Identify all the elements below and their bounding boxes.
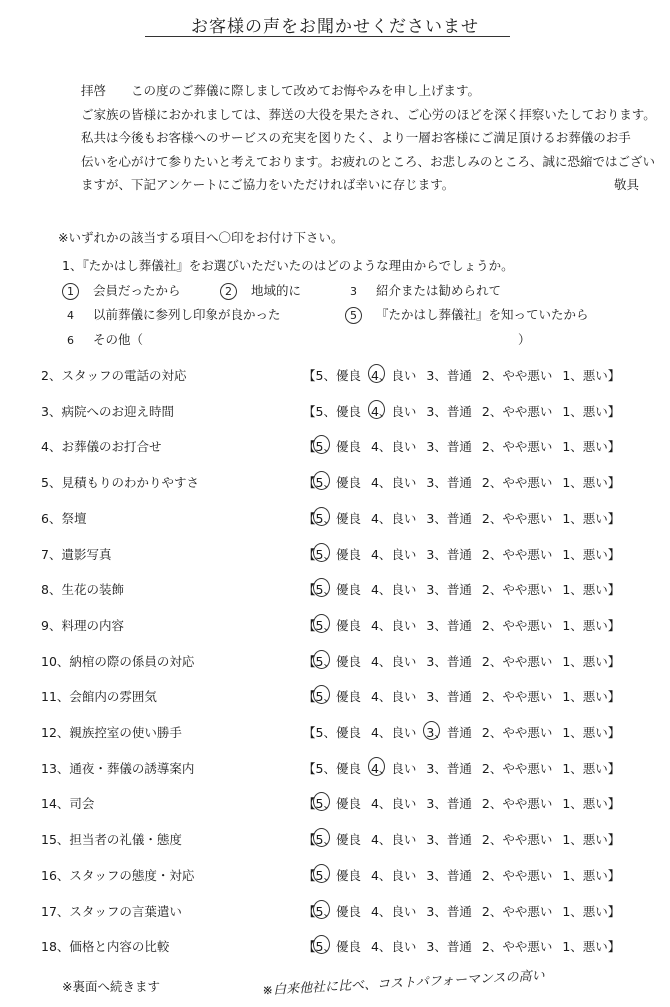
rating-option[interactable]: 1、悪い xyxy=(562,689,608,705)
rating-option[interactable]: 1、悪い xyxy=(562,439,608,455)
rating-option[interactable]: 5、優良 xyxy=(315,760,361,776)
rating-scale xyxy=(303,473,620,491)
rating-option[interactable]: 3、普通 xyxy=(426,725,472,740)
bracket-open: 【 xyxy=(303,903,316,919)
rating-option[interactable]: 5、優良 xyxy=(315,403,361,419)
rating-option[interactable]: 3、普通 xyxy=(426,653,472,669)
rating-scale xyxy=(303,437,620,455)
bracket-open: 【 xyxy=(303,796,316,812)
rating-option[interactable]: 2、やや悪い xyxy=(481,617,553,633)
option-number: 4 xyxy=(67,309,74,322)
bracket-close: 】 xyxy=(607,867,621,883)
rating-scale xyxy=(303,794,620,812)
rating-option[interactable]: 3、普通 xyxy=(426,510,472,526)
rating-option[interactable]: 5、優良 xyxy=(315,368,361,383)
rating-option[interactable]: 2、やや悪い xyxy=(481,689,553,705)
rating-label: 7、遺影写真 xyxy=(41,546,112,562)
bracket-open: 【 xyxy=(303,760,316,776)
bracket-open: 【 xyxy=(303,510,316,526)
option-number: 3 xyxy=(350,285,357,298)
rating-option[interactable]: 1、悪い xyxy=(562,903,608,919)
rating-option[interactable]: 5、優良 xyxy=(315,903,361,919)
rating-option[interactable]: 2、やや悪い xyxy=(481,546,553,562)
rating-option[interactable]: 1、悪い xyxy=(562,475,608,491)
intro-paragraph xyxy=(81,79,656,197)
rating-option[interactable]: 2、やや悪い xyxy=(481,760,553,776)
rating-option[interactable]: 4、良い xyxy=(370,939,417,955)
bracket-close: 】 xyxy=(607,617,621,633)
bracket-open: 【 xyxy=(303,689,316,705)
q1-option-1[interactable] xyxy=(62,281,181,300)
rating-option[interactable]: 1、悪い xyxy=(562,653,608,669)
rating-option[interactable]: 2、やや悪い xyxy=(481,368,553,383)
rating-option[interactable]: 3、普通 xyxy=(426,617,472,633)
bracket-open: 【 xyxy=(303,403,316,419)
rating-scale xyxy=(303,937,620,955)
rating-scale xyxy=(303,830,620,848)
bracket-open: 【 xyxy=(303,475,316,491)
intro-line: ますが、下記アンケートにご協力をいただければ幸いに存じます。 xyxy=(81,177,455,192)
bracket-open: 【 xyxy=(303,653,316,669)
q1-option-4[interactable] xyxy=(62,305,281,324)
rating-option[interactable]: 3、普通 xyxy=(426,689,472,705)
option-number: 2 xyxy=(220,283,237,300)
rating-option[interactable]: 4、良い xyxy=(370,832,417,848)
question-1: 1、『たかはし葬儀社』をお選びいただいたのはどのような理由からでしょうか。 xyxy=(62,258,514,273)
rating-row xyxy=(0,652,670,676)
rating-label: 2、スタッフの電話の対応 xyxy=(41,368,187,383)
rating-option[interactable]: 3、普通 xyxy=(426,867,472,883)
rating-option[interactable]: 1、悪い xyxy=(562,582,608,598)
rating-option[interactable]: 3、普通 xyxy=(426,796,472,812)
rating-row xyxy=(0,902,670,926)
intro-line: ご家族の皆様におかれましては、葬送の大役を果たされ、ご心労のほどを深く拝察いたしております。 xyxy=(81,106,656,122)
rating-label: 5、見積もりのわかりやすさ xyxy=(41,475,199,491)
bracket-open: 【 xyxy=(303,617,316,633)
rating-option[interactable]: 2、やや悪い xyxy=(481,867,553,883)
rating-scale xyxy=(303,723,620,741)
rating-option[interactable]: 4、良い xyxy=(370,796,417,812)
rating-scale xyxy=(303,616,620,634)
rating-option[interactable]: 3、普通 xyxy=(426,903,472,919)
rating-option[interactable]: 4、良い xyxy=(370,653,417,669)
rating-scale xyxy=(303,902,620,920)
rating-row xyxy=(0,366,670,390)
rating-label: 14、司会 xyxy=(41,796,95,812)
intro-line: 拝啓 この度のご葬儀に際しまして改めてお悔やみを申し上げます。 xyxy=(81,83,481,98)
rating-scale xyxy=(303,866,620,884)
rating-option[interactable]: 2、やや悪い xyxy=(481,725,553,740)
rating-option[interactable]: 5、優良 xyxy=(315,582,361,598)
rating-scale xyxy=(303,652,620,670)
rating-row xyxy=(0,545,670,569)
rating-option[interactable]: 4、良い xyxy=(370,903,417,919)
option-text: その他（ ） xyxy=(92,332,531,347)
rating-option[interactable]: 1、悪い xyxy=(562,796,608,812)
rating-option[interactable]: 3、普通 xyxy=(426,939,472,955)
rating-option[interactable]: 3、普通 xyxy=(426,582,472,598)
rating-option[interactable]: 1、悪い xyxy=(562,368,608,383)
bracket-open: 【 xyxy=(303,867,316,883)
rating-row xyxy=(0,759,670,783)
rating-label: 12、親族控室の使い勝手 xyxy=(41,725,182,740)
bracket-open: 【 xyxy=(303,725,316,740)
rating-option[interactable]: 1、悪い xyxy=(562,867,608,883)
bracket-close: 】 xyxy=(607,439,621,455)
bracket-close: 】 xyxy=(607,368,621,383)
rating-label: 6、祭壇 xyxy=(41,510,87,526)
q1-option-5[interactable] xyxy=(345,305,589,324)
bracket-close: 】 xyxy=(607,546,621,562)
rating-label: 3、病院へのお迎え時間 xyxy=(41,403,174,419)
rating-row xyxy=(0,402,670,426)
rating-scale xyxy=(303,366,620,384)
q1-option-2[interactable] xyxy=(220,281,301,300)
option-number: 6 xyxy=(67,334,74,347)
bracket-close: 】 xyxy=(607,725,621,740)
bracket-close: 】 xyxy=(607,403,621,419)
rating-label: 18、価格と内容の比較 xyxy=(41,939,170,955)
bracket-close: 】 xyxy=(607,653,621,669)
rating-scale xyxy=(303,759,620,777)
rating-scale xyxy=(303,509,620,527)
rating-option[interactable]: 5、優良 xyxy=(315,617,361,633)
option-text: 『たかはし葬儀社』を知っていたから xyxy=(375,307,589,322)
rating-option[interactable]: 5、優良 xyxy=(315,439,361,455)
option-text: 会員だったから xyxy=(92,283,181,298)
rating-scale xyxy=(303,402,620,420)
rating-row xyxy=(0,473,670,497)
rating-option[interactable]: 2、やや悪い xyxy=(481,403,553,419)
rating-option[interactable]: 1、悪い xyxy=(562,510,608,526)
bracket-close: 】 xyxy=(607,760,621,776)
rating-option[interactable]: 2、やや悪い xyxy=(481,475,553,491)
rating-option[interactable]: 1、悪い xyxy=(562,546,608,562)
rating-scale xyxy=(303,545,620,563)
rating-row xyxy=(0,580,670,604)
rating-label: 9、料理の内容 xyxy=(41,617,124,633)
rating-option[interactable]: 4、良い xyxy=(370,439,417,455)
rating-option[interactable]: 3、普通 xyxy=(426,403,472,419)
rating-option[interactable]: 4、良い xyxy=(370,403,417,419)
rating-option[interactable]: 4、良い xyxy=(370,510,417,526)
rating-option[interactable]: 2、やや悪い xyxy=(481,582,553,598)
rating-option[interactable]: 3、普通 xyxy=(426,832,472,848)
rating-label: 11、会館内の雰囲気 xyxy=(41,689,157,705)
rating-row xyxy=(0,866,670,890)
q1-option-3[interactable] xyxy=(345,281,501,300)
rating-option[interactable]: 5、優良 xyxy=(315,653,361,669)
rating-option[interactable]: 3、普通 xyxy=(426,760,472,776)
rating-option[interactable]: 2、やや悪い xyxy=(481,903,553,919)
rating-option[interactable]: 5、優良 xyxy=(315,796,361,812)
rating-option[interactable]: 1、悪い xyxy=(562,617,608,633)
bracket-open: 【 xyxy=(303,368,316,383)
rating-option[interactable]: 5、優良 xyxy=(315,867,361,883)
bracket-close: 】 xyxy=(607,939,621,955)
rating-scale xyxy=(303,580,620,598)
rating-label: 15、担当者の礼儀・態度 xyxy=(41,832,182,848)
closing-word: 敬具 xyxy=(613,177,639,192)
rating-option[interactable]: 2、やや悪い xyxy=(481,653,553,669)
rating-row xyxy=(0,509,670,533)
option-number: 5 xyxy=(345,307,362,324)
rating-option[interactable]: 4、良い xyxy=(370,760,417,776)
instruction: ※いずれかの該当する項目へ〇印をお付け下さい。 xyxy=(58,230,344,245)
rating-label: 10、納棺の際の係員の対応 xyxy=(41,653,195,669)
bracket-open: 【 xyxy=(303,546,316,562)
intro-line: 伝いを心がけて参りたいと考えております。お疲れのところ、お悲しみのところ、誠に恐縮ではござい xyxy=(81,153,656,169)
rating-option[interactable]: 5、優良 xyxy=(315,546,361,562)
handwritten-comment: ※白来他社に比べ、コストパフォーマンスの高い xyxy=(261,968,545,999)
rating-option[interactable]: 1、悪い xyxy=(562,832,608,848)
title-underline xyxy=(145,36,510,37)
rating-label: 4、お葬儀のお打合せ xyxy=(41,439,162,455)
rating-row xyxy=(0,937,670,961)
rating-label: 13、通夜・葬儀の誘導案内 xyxy=(41,760,195,776)
rating-option[interactable]: 2、やや悪い xyxy=(481,939,553,955)
rating-option[interactable]: 5、優良 xyxy=(315,939,361,955)
rating-option[interactable]: 5、優良 xyxy=(315,475,361,491)
rating-label: 8、生花の装飾 xyxy=(41,582,124,598)
rating-option[interactable]: 4、良い xyxy=(370,475,417,491)
continued-note: ※裏面へ続きます xyxy=(62,979,160,994)
page-title: お客様の声をお聞かせくださいませ xyxy=(191,17,479,37)
bracket-open: 【 xyxy=(303,439,316,455)
rating-option[interactable]: 5、優良 xyxy=(315,725,361,740)
option-text: 以前葬儀に参列し印象が良かった xyxy=(92,307,281,322)
rating-option[interactable]: 3、普通 xyxy=(426,475,472,491)
rating-option[interactable]: 4、良い xyxy=(370,546,417,562)
rating-label: 17、スタッフの言葉遣い xyxy=(41,903,182,919)
bracket-close: 】 xyxy=(607,796,621,812)
rating-option[interactable]: 5、優良 xyxy=(315,832,361,848)
bracket-open: 【 xyxy=(303,582,316,598)
rating-option[interactable]: 1、悪い xyxy=(562,760,608,776)
rating-option[interactable]: 1、悪い xyxy=(562,725,608,740)
rating-option[interactable]: 4、良い xyxy=(370,582,417,598)
rating-row xyxy=(0,687,670,711)
rating-scale xyxy=(303,687,620,705)
bracket-close: 】 xyxy=(607,475,621,491)
rating-option[interactable]: 2、やや悪い xyxy=(481,510,553,526)
rating-option[interactable]: 4、良い xyxy=(370,867,417,883)
rating-option[interactable]: 4、良い xyxy=(370,617,417,633)
rating-option[interactable]: 2、やや悪い xyxy=(481,796,553,812)
bracket-close: 】 xyxy=(607,903,621,919)
rating-row xyxy=(0,794,670,818)
rating-row xyxy=(0,830,670,854)
intro-line: 私共は今後もお客様へのサービスの充実を図りたく、より一層お客様にご満足頂けるお葬儀のお手 xyxy=(81,130,631,145)
bracket-close: 】 xyxy=(607,689,621,705)
rating-option[interactable]: 4、良い xyxy=(370,689,417,705)
bracket-open: 【 xyxy=(303,832,316,848)
bracket-close: 】 xyxy=(607,510,621,526)
rating-option[interactable]: 5、優良 xyxy=(315,510,361,526)
rating-option[interactable]: 3、普通 xyxy=(426,546,472,562)
rating-option[interactable]: 1、悪い xyxy=(562,939,608,955)
rating-row xyxy=(0,437,670,461)
rating-option[interactable]: 3、普通 xyxy=(426,368,472,383)
rating-label: 16、スタッフの態度・対応 xyxy=(41,867,195,883)
rating-option[interactable]: 2、やや悪い xyxy=(481,439,553,455)
rating-option[interactable]: 4、良い xyxy=(370,368,417,383)
option-number: 1 xyxy=(62,283,79,300)
bracket-close: 】 xyxy=(607,582,621,598)
rating-option[interactable]: 1、悪い xyxy=(562,403,608,419)
rating-row xyxy=(0,723,670,747)
rating-option[interactable]: 3、普通 xyxy=(426,439,472,455)
rating-option[interactable]: 5、優良 xyxy=(315,689,361,705)
option-text: 地域的に xyxy=(250,283,301,298)
rating-option[interactable]: 4、良い xyxy=(370,725,417,740)
q1-option-6[interactable] xyxy=(62,330,531,349)
rating-row xyxy=(0,616,670,640)
bracket-open: 【 xyxy=(303,939,316,955)
option-text: 紹介または勧められて xyxy=(375,283,501,298)
bracket-close: 】 xyxy=(607,832,621,848)
rating-option[interactable]: 2、やや悪い xyxy=(481,832,553,848)
